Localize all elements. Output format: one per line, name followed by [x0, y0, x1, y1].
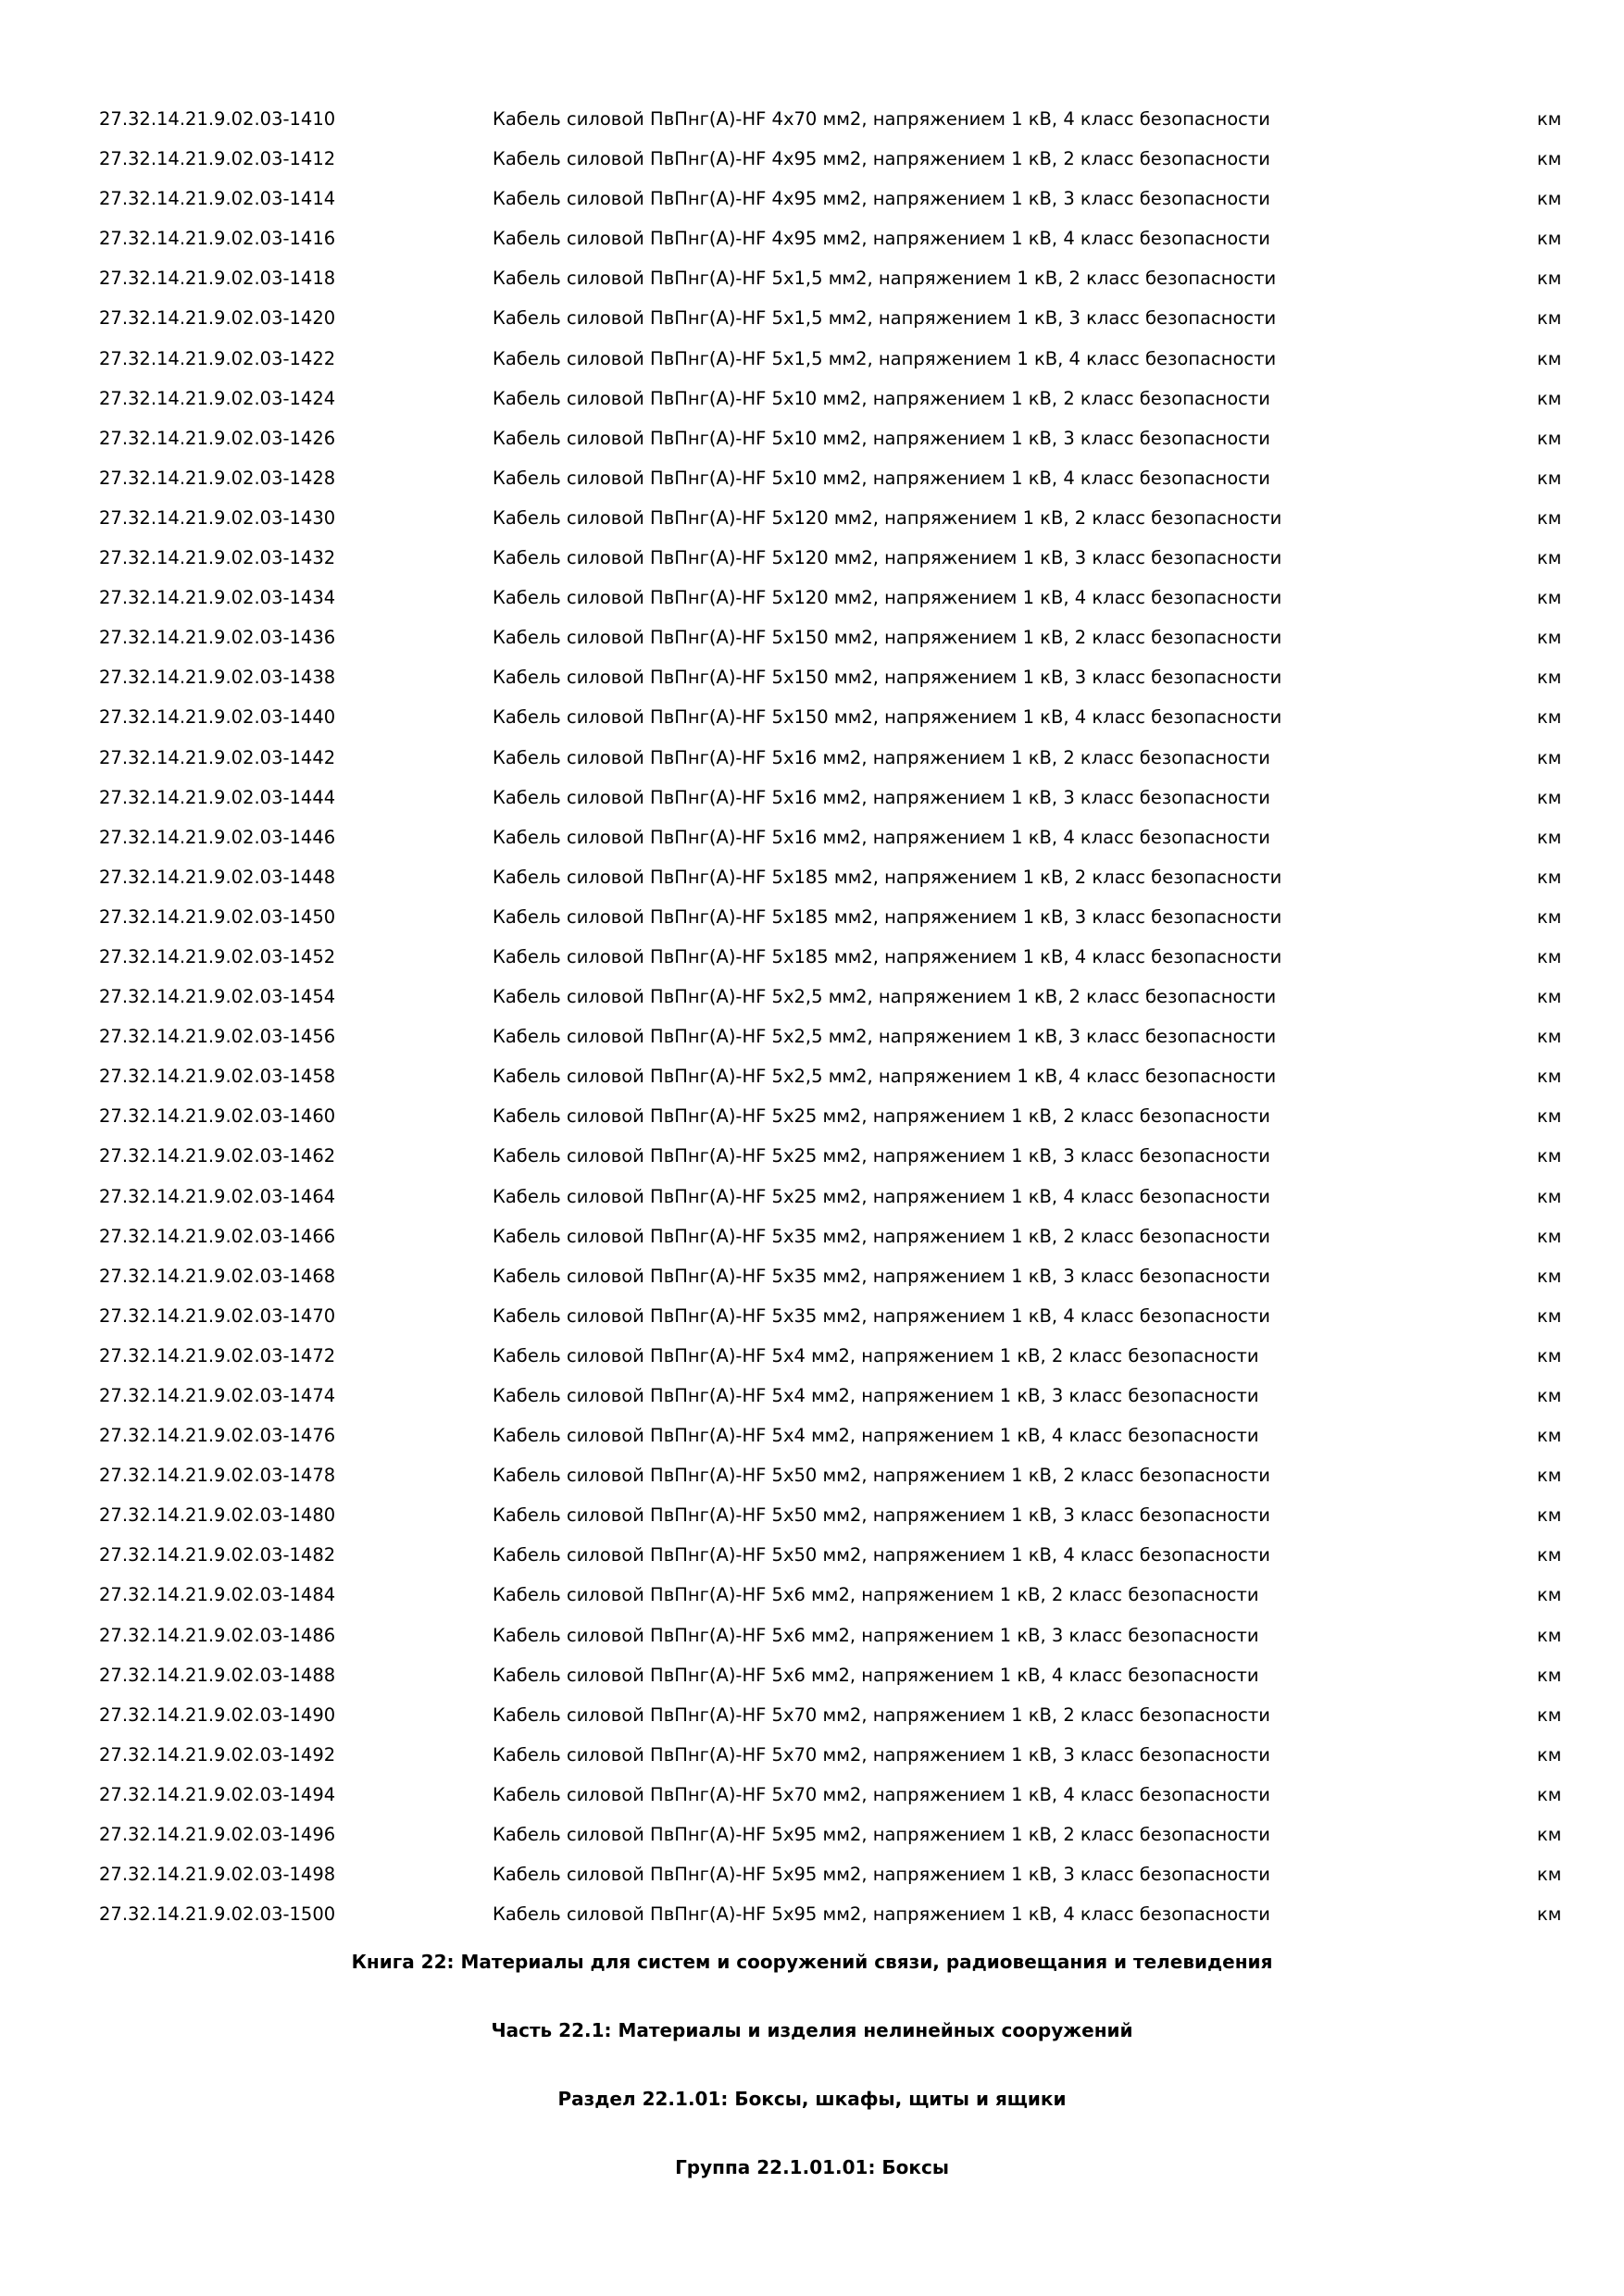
part-heading: Часть 22.1: Материалы и изделия нелинейных сооружений — [491, 2019, 1133, 2041]
table-row — [0, 1186, 1624, 1226]
unit-of-measure: км — [1537, 467, 1562, 489]
resource-name: Кабель силовой ПвПнг(А)-HF 5х2,5 мм2, напряжением 1 кВ, 4 класс безопасности — [493, 1066, 1277, 1088]
resource-code: 27.32.14.21.9.02.03-1478 — [99, 1465, 336, 1487]
resource-name: Кабель силовой ПвПнг(А)-HF 5х16 мм2, напряжением 1 кВ, 3 класс безопасности — [493, 786, 1270, 808]
table-row — [0, 867, 1624, 906]
unit-of-measure: км — [1537, 1903, 1562, 1926]
resource-name: Кабель силовой ПвПнг(А)-HF 5х10 мм2, напряжением 1 кВ, 2 класс безопасности — [493, 387, 1270, 409]
table-row — [0, 1105, 1624, 1145]
resource-name: Кабель силовой ПвПнг(А)-HF 5х185 мм2, напряжением 1 кВ, 4 класс безопасности — [493, 945, 1282, 967]
resource-code: 27.32.14.21.9.02.03-1430 — [99, 506, 336, 529]
resource-code: 27.32.14.21.9.02.03-1450 — [99, 905, 336, 928]
unit-of-measure: км — [1537, 1544, 1562, 1566]
resource-code: 27.32.14.21.9.02.03-1414 — [99, 188, 336, 210]
resource-code: 27.32.14.21.9.02.03-1486 — [99, 1624, 336, 1646]
resource-code: 27.32.14.21.9.02.03-1472 — [99, 1344, 336, 1366]
table-row — [0, 1544, 1624, 1584]
resource-code: 27.32.14.21.9.02.03-1438 — [99, 667, 336, 689]
resource-code: 27.32.14.21.9.02.03-1488 — [99, 1664, 336, 1686]
unit-of-measure: км — [1537, 1185, 1562, 1207]
table-row — [0, 428, 1624, 468]
resource-name: Кабель силовой ПвПнг(А)-HF 5х4 мм2, напряжением 1 кВ, 3 класс безопасности — [493, 1385, 1259, 1406]
resource-name: Кабель силовой ПвПнг(А)-HF 5х120 мм2, напряжением 1 кВ, 2 класс безопасности — [493, 506, 1282, 529]
unit-of-measure: км — [1537, 1026, 1562, 1048]
table-row — [0, 1864, 1624, 1903]
resource-name: Кабель силовой ПвПнг(А)-HF 5х4 мм2, напряжением 1 кВ, 4 класс безопасности — [493, 1425, 1259, 1447]
resource-code: 27.32.14.21.9.02.03-1436 — [99, 627, 336, 649]
table-row — [0, 1026, 1624, 1066]
resource-code: 27.32.14.21.9.02.03-1412 — [99, 148, 336, 170]
unit-of-measure: км — [1537, 228, 1562, 250]
table-row — [0, 1345, 1624, 1385]
resource-name: Кабель силовой ПвПнг(А)-HF 5х2,5 мм2, напряжением 1 кВ, 3 класс безопасности — [493, 1026, 1277, 1048]
resource-name: Кабель силовой ПвПнг(А)-HF 4х70 мм2, напряжением 1 кВ, 4 класс безопасности — [493, 108, 1270, 130]
table-row — [0, 1744, 1624, 1784]
resource-name: Кабель силовой ПвПнг(А)-HF 5х1,5 мм2, напряжением 1 кВ, 3 класс безопасности — [493, 307, 1277, 330]
table-row — [0, 1226, 1624, 1266]
resource-code: 27.32.14.21.9.02.03-1428 — [99, 467, 336, 489]
resource-name: Кабель силовой ПвПнг(А)-HF 5х150 мм2, напряжением 1 кВ, 3 класс безопасности — [493, 667, 1282, 689]
table-row — [0, 1385, 1624, 1425]
table-row — [0, 1305, 1624, 1345]
resource-name: Кабель силовой ПвПнг(А)-HF 5х95 мм2, напряжением 1 кВ, 4 класс безопасности — [493, 1903, 1270, 1926]
resource-code: 27.32.14.21.9.02.03-1476 — [99, 1425, 336, 1447]
table-row — [0, 1266, 1624, 1305]
table-row — [0, 747, 1624, 787]
table-row — [0, 1903, 1624, 1943]
table-row — [0, 906, 1624, 946]
unit-of-measure: км — [1537, 1105, 1562, 1128]
resource-name: Кабель силовой ПвПнг(А)-HF 5х50 мм2, напряжением 1 кВ, 3 класс безопасности — [493, 1504, 1270, 1527]
resource-name: Кабель силовой ПвПнг(А)-HF 5х150 мм2, напряжением 1 кВ, 4 класс безопасности — [493, 706, 1282, 729]
resource-name: Кабель силовой ПвПнг(А)-HF 5х50 мм2, напряжением 1 кВ, 4 класс безопасности — [493, 1544, 1270, 1566]
unit-of-measure: км — [1537, 945, 1562, 967]
resource-code: 27.32.14.21.9.02.03-1466 — [99, 1225, 336, 1247]
table-row — [0, 986, 1624, 1026]
table-row — [0, 188, 1624, 228]
resource-code: 27.32.14.21.9.02.03-1422 — [99, 347, 336, 369]
table-row — [0, 1704, 1624, 1744]
resource-name: Кабель силовой ПвПнг(А)-HF 5х4 мм2, напряжением 1 кВ, 2 класс безопасности — [493, 1344, 1259, 1366]
unit-of-measure: км — [1537, 1265, 1562, 1287]
unit-of-measure: км — [1537, 1624, 1562, 1646]
resource-code: 27.32.14.21.9.02.03-1454 — [99, 986, 336, 1008]
unit-of-measure: км — [1537, 1344, 1562, 1366]
unit-of-measure: км — [1537, 746, 1562, 768]
resource-name: Кабель силовой ПвПнг(А)-HF 5х6 мм2, напряжением 1 кВ, 4 класс безопасности — [493, 1664, 1259, 1686]
unit-of-measure: км — [1537, 986, 1562, 1008]
resource-code: 27.32.14.21.9.02.03-1440 — [99, 706, 336, 729]
table-row — [0, 1465, 1624, 1504]
unit-of-measure: км — [1537, 1703, 1562, 1726]
unit-of-measure: км — [1537, 547, 1562, 569]
resource-name: Кабель силовой ПвПнг(А)-HF 5х35 мм2, напряжением 1 кВ, 3 класс безопасности — [493, 1265, 1270, 1287]
resource-name: Кабель силовой ПвПнг(А)-HF 5х2,5 мм2, напряжением 1 кВ, 2 класс безопасности — [493, 986, 1277, 1008]
resource-code: 27.32.14.21.9.02.03-1426 — [99, 427, 336, 449]
unit-of-measure: км — [1537, 268, 1562, 290]
unit-of-measure: км — [1537, 1783, 1562, 1805]
resource-code: 27.32.14.21.9.02.03-1484 — [99, 1584, 336, 1606]
resource-name: Кабель силовой ПвПнг(А)-HF 5х16 мм2, напряжением 1 кВ, 4 класс безопасности — [493, 826, 1270, 848]
resource-code: 27.32.14.21.9.02.03-1494 — [99, 1783, 336, 1805]
table-row — [0, 627, 1624, 667]
resource-code: 27.32.14.21.9.02.03-1496 — [99, 1824, 336, 1846]
unit-of-measure: км — [1537, 506, 1562, 529]
resource-name: Кабель силовой ПвПнг(А)-HF 5х120 мм2, напряжением 1 кВ, 3 класс безопасности — [493, 547, 1282, 569]
table-row — [0, 787, 1624, 827]
resource-code: 27.32.14.21.9.02.03-1482 — [99, 1544, 336, 1566]
resource-code: 27.32.14.21.9.02.03-1462 — [99, 1145, 336, 1167]
resource-name: Кабель силовой ПвПнг(А)-HF 5х70 мм2, напряжением 1 кВ, 2 класс безопасности — [493, 1703, 1270, 1726]
unit-of-measure: км — [1537, 307, 1562, 330]
table-row — [0, 1425, 1624, 1465]
resource-code: 27.32.14.21.9.02.03-1448 — [99, 866, 336, 888]
resource-code: 27.32.14.21.9.02.03-1418 — [99, 268, 336, 290]
table-row — [0, 1504, 1624, 1544]
table-row — [0, 706, 1624, 746]
table-row — [0, 268, 1624, 307]
table-row — [0, 1066, 1624, 1105]
unit-of-measure: км — [1537, 1864, 1562, 1886]
unit-of-measure: км — [1537, 1504, 1562, 1527]
unit-of-measure: км — [1537, 866, 1562, 888]
section-heading: Раздел 22.1.01: Боксы, шкафы, щиты и ящики — [557, 2088, 1067, 2110]
unit-of-measure: км — [1537, 1425, 1562, 1447]
resource-code: 27.32.14.21.9.02.03-1500 — [99, 1903, 336, 1926]
unit-of-measure: км — [1537, 1385, 1562, 1406]
unit-of-measure: км — [1537, 1584, 1562, 1606]
resource-code: 27.32.14.21.9.02.03-1416 — [99, 228, 336, 250]
resource-name: Кабель силовой ПвПнг(А)-HF 4х95 мм2, напряжением 1 кВ, 3 класс безопасности — [493, 188, 1270, 210]
unit-of-measure: км — [1537, 188, 1562, 210]
resource-name: Кабель силовой ПвПнг(А)-HF 5х6 мм2, напряжением 1 кВ, 2 класс безопасности — [493, 1584, 1259, 1606]
table-row — [0, 307, 1624, 347]
table-row — [0, 1625, 1624, 1665]
unit-of-measure: км — [1537, 1145, 1562, 1167]
unit-of-measure: км — [1537, 667, 1562, 689]
resource-name: Кабель силовой ПвПнг(А)-HF 5х35 мм2, напряжением 1 кВ, 2 класс безопасности — [493, 1225, 1270, 1247]
resource-name: Кабель силовой ПвПнг(А)-HF 5х16 мм2, напряжением 1 кВ, 2 класс безопасности — [493, 746, 1270, 768]
table-row — [0, 1824, 1624, 1864]
table-row — [0, 587, 1624, 627]
unit-of-measure: км — [1537, 427, 1562, 449]
resource-name: Кабель силовой ПвПнг(А)-HF 5х95 мм2, напряжением 1 кВ, 2 класс безопасности — [493, 1824, 1270, 1846]
resource-name: Кабель силовой ПвПнг(А)-HF 5х35 мм2, напряжением 1 кВ, 4 класс безопасности — [493, 1304, 1270, 1327]
resource-name: Кабель силовой ПвПнг(А)-HF 4х95 мм2, напряжением 1 кВ, 4 класс безопасности — [493, 228, 1270, 250]
unit-of-measure: км — [1537, 1304, 1562, 1327]
resource-code: 27.32.14.21.9.02.03-1424 — [99, 387, 336, 409]
unit-of-measure: км — [1537, 1824, 1562, 1846]
unit-of-measure: км — [1537, 1664, 1562, 1686]
unit-of-measure: км — [1537, 826, 1562, 848]
resource-name: Кабель силовой ПвПнг(А)-HF 5х185 мм2, напряжением 1 кВ, 3 класс безопасности — [493, 905, 1282, 928]
resource-name: Кабель силовой ПвПнг(А)-HF 5х70 мм2, напряжением 1 кВ, 3 класс безопасности — [493, 1743, 1270, 1766]
resource-name: Кабель силовой ПвПнг(А)-HF 4х95 мм2, напряжением 1 кВ, 2 класс безопасности — [493, 148, 1270, 170]
resource-name: Кабель силовой ПвПнг(А)-HF 5х70 мм2, напряжением 1 кВ, 4 класс безопасности — [493, 1783, 1270, 1805]
unit-of-measure: км — [1537, 905, 1562, 928]
resource-name: Кабель силовой ПвПнг(А)-HF 5х6 мм2, напряжением 1 кВ, 3 класс безопасности — [493, 1624, 1259, 1646]
resource-code: 27.32.14.21.9.02.03-1444 — [99, 786, 336, 808]
resource-code: 27.32.14.21.9.02.03-1492 — [99, 1743, 336, 1766]
resource-name: Кабель силовой ПвПнг(А)-HF 5х50 мм2, напряжением 1 кВ, 2 класс безопасности — [493, 1465, 1270, 1487]
unit-of-measure: км — [1537, 706, 1562, 729]
table-row — [0, 468, 1624, 507]
table-row — [0, 547, 1624, 587]
resource-code: 27.32.14.21.9.02.03-1468 — [99, 1265, 336, 1287]
price-list-table — [0, 108, 1624, 1943]
resource-name: Кабель силовой ПвПнг(А)-HF 5х95 мм2, напряжением 1 кВ, 3 класс безопасности — [493, 1864, 1270, 1886]
resource-code: 27.32.14.21.9.02.03-1434 — [99, 587, 336, 609]
resource-code: 27.32.14.21.9.02.03-1446 — [99, 826, 336, 848]
resource-code: 27.32.14.21.9.02.03-1420 — [99, 307, 336, 330]
unit-of-measure: км — [1537, 347, 1562, 369]
table-row — [0, 388, 1624, 428]
table-row — [0, 1665, 1624, 1704]
unit-of-measure: км — [1537, 1743, 1562, 1766]
resource-name: Кабель силовой ПвПнг(А)-HF 5х1,5 мм2, напряжением 1 кВ, 2 класс безопасности — [493, 268, 1277, 290]
resource-name: Кабель силовой ПвПнг(А)-HF 5х25 мм2, напряжением 1 кВ, 2 класс безопасности — [493, 1105, 1270, 1128]
resource-name: Кабель силовой ПвПнг(А)-HF 5х185 мм2, напряжением 1 кВ, 2 класс безопасности — [493, 866, 1282, 888]
resource-code: 27.32.14.21.9.02.03-1490 — [99, 1703, 336, 1726]
unit-of-measure: км — [1537, 1465, 1562, 1487]
unit-of-measure: км — [1537, 1225, 1562, 1247]
unit-of-measure: км — [1537, 627, 1562, 649]
table-row — [0, 1145, 1624, 1185]
unit-of-measure: км — [1537, 148, 1562, 170]
resource-name: Кабель силовой ПвПнг(А)-HF 5х10 мм2, напряжением 1 кВ, 4 класс безопасности — [493, 467, 1270, 489]
resource-code: 27.32.14.21.9.02.03-1460 — [99, 1105, 336, 1128]
unit-of-measure: км — [1537, 786, 1562, 808]
resource-code: 27.32.14.21.9.02.03-1452 — [99, 945, 336, 967]
resource-name: Кабель силовой ПвПнг(А)-HF 5х25 мм2, напряжением 1 кВ, 3 класс безопасности — [493, 1145, 1270, 1167]
table-row — [0, 228, 1624, 268]
table-row — [0, 667, 1624, 706]
table-row — [0, 1784, 1624, 1824]
resource-name: Кабель силовой ПвПнг(А)-HF 5х150 мм2, напряжением 1 кВ, 2 класс безопасности — [493, 627, 1282, 649]
unit-of-measure: км — [1537, 387, 1562, 409]
table-row — [0, 827, 1624, 867]
table-row — [0, 507, 1624, 547]
unit-of-measure: км — [1537, 108, 1562, 130]
resource-code: 27.32.14.21.9.02.03-1458 — [99, 1066, 336, 1088]
unit-of-measure: км — [1537, 587, 1562, 609]
resource-code: 27.32.14.21.9.02.03-1432 — [99, 547, 336, 569]
resource-name: Кабель силовой ПвПнг(А)-HF 5х25 мм2, напряжением 1 кВ, 4 класс безопасности — [493, 1185, 1270, 1207]
resource-code: 27.32.14.21.9.02.03-1410 — [99, 108, 336, 130]
table-row — [0, 1584, 1624, 1624]
resource-code: 27.32.14.21.9.02.03-1442 — [99, 746, 336, 768]
book-heading: Книга 22: Материалы для систем и сооружений связи, радиовещания и телевидения — [351, 1951, 1273, 1973]
resource-code: 27.32.14.21.9.02.03-1498 — [99, 1864, 336, 1886]
table-row — [0, 108, 1624, 148]
resource-name: Кабель силовой ПвПнг(А)-HF 5х120 мм2, напряжением 1 кВ, 4 класс безопасности — [493, 587, 1282, 609]
resource-name: Кабель силовой ПвПнг(А)-HF 5х10 мм2, напряжением 1 кВ, 3 класс безопасности — [493, 427, 1270, 449]
resource-code: 27.32.14.21.9.02.03-1474 — [99, 1385, 336, 1406]
unit-of-measure: км — [1537, 1066, 1562, 1088]
table-row — [0, 946, 1624, 986]
resource-name: Кабель силовой ПвПнг(А)-HF 5х1,5 мм2, напряжением 1 кВ, 4 класс безопасности — [493, 347, 1277, 369]
resource-code: 27.32.14.21.9.02.03-1464 — [99, 1185, 336, 1207]
resource-code: 27.32.14.21.9.02.03-1480 — [99, 1504, 336, 1527]
table-row — [0, 148, 1624, 188]
resource-code: 27.32.14.21.9.02.03-1470 — [99, 1304, 336, 1327]
table-row — [0, 348, 1624, 388]
resource-code: 27.32.14.21.9.02.03-1456 — [99, 1026, 336, 1048]
group-heading: Группа 22.1.01.01: Боксы — [675, 2156, 949, 2178]
